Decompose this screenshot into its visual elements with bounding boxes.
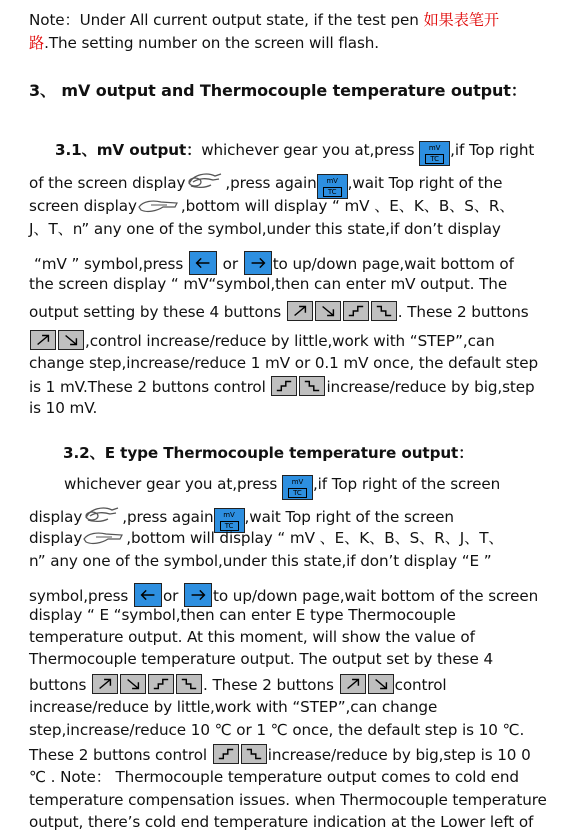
s32-line-2: display ,press again $\frac{mV}{TC}$ ,wait Top right of the screen: [29, 504, 454, 533]
step-down-big-button-icon: [299, 376, 325, 396]
step-down-big-button-icon: [371, 301, 397, 321]
hand-pointer-icon: [82, 504, 122, 531]
s31-line-1: 3.1、mV output：whichever gear you at,press $\frac{mV}{TC}$ ,if Top right: [55, 140, 534, 166]
step-down-big-button-icon: [176, 674, 202, 694]
s32-line-6: display “ E “symbol,then can enter E type Thermocouple: [29, 606, 456, 624]
s31-line-10: is 1 mV.These 2 buttons control increase/reduce by big,step: [29, 378, 535, 396]
mv-tc-button-icon: $\frac{mV}{TC}$: [317, 174, 348, 199]
s32-line-14: temperature compensation issues. when Thermocouple temperature: [29, 791, 547, 809]
step-down-big-button-icon: [241, 744, 267, 764]
s31-line-3: screen display ,bottom will display “ mV 、E、K、B、S、R、: [29, 196, 514, 220]
note-line-1: [29, 10, 499, 30]
s31-line-5: “mV ” symbol,press or to up/down page,wait bottom of: [34, 251, 514, 275]
hand-pointer-icon: [185, 170, 225, 197]
step-down-small-button-icon: [120, 674, 146, 694]
step-up-small-button-icon: [340, 674, 366, 694]
s31-line-11: is 10 mV.: [29, 399, 98, 417]
s31-line-7: output setting by these 4 buttons . These 2 buttons: [29, 303, 529, 321]
s31-heading: 3.1、mV output：: [55, 141, 202, 159]
step-down-small-button-icon: [368, 674, 394, 694]
step-up-big-button-icon: [148, 674, 174, 694]
s32-line-11: step,increase/reduce 10 ℃ or 1 ℃ once, the default step is 10 ℃.: [29, 721, 525, 739]
s32-line-5: symbol,press or to up/down page,wait bottom of the screen: [29, 583, 538, 607]
s32-line-10: increase/reduce by little,work with “STEP”,can change: [29, 698, 438, 716]
note-text: Note：Under All current output state, if the test pen: [29, 11, 424, 29]
right-arrow-button-icon: [244, 251, 272, 275]
s31-line-8: ,control increase/reduce by little,work with “STEP”,can: [29, 330, 495, 351]
note-chinese-text: 如果表笔开: [423, 11, 499, 29]
step-up-small-button-icon: [30, 330, 56, 350]
right-arrow-button-icon: [184, 583, 212, 607]
s32-line-13: ℃ . Note： Thermocouple temperature output comes to cold end: [29, 768, 519, 786]
mv-tc-button-icon: $\frac{mV}{TC}$: [214, 508, 245, 533]
s32-line-15: output, there’s cold end temperature indication at the Lower left of: [29, 813, 534, 831]
step-up-small-button-icon: [92, 674, 118, 694]
s32-line-7: temperature output. At this moment, will show the value of: [29, 628, 475, 646]
left-arrow-button-icon: [134, 583, 162, 607]
left-arrow-button-icon: [189, 251, 217, 275]
s31-line-2: of the screen display ,press again $\frac{mV}{TC}$ ,wait Top right of the: [29, 170, 502, 199]
s32-line-4: n” any one of the symbol,under this state,if don’t display “E ”: [29, 552, 492, 570]
step-down-small-button-icon: [315, 301, 341, 321]
s32-line-1: whichever gear you at,press $\frac{mV}{TC}$ ,if Top right of the screen: [64, 474, 500, 500]
s32-line-3: display ,bottom will display “ mV 、E、K、B、S、R、J、T、: [29, 528, 504, 552]
step-down-small-button-icon: [58, 330, 84, 350]
mv-tc-button-icon: $\frac{mV}{TC}$: [282, 475, 313, 500]
s31-line-9: change step,increase/reduce 1 mV or 0.1 mV once, the default step: [29, 354, 539, 372]
s32-line-9: buttons . These 2 buttons control: [29, 676, 447, 694]
step-up-small-button-icon: [287, 301, 313, 321]
step-up-big-button-icon: [271, 376, 297, 396]
step-up-big-button-icon: [213, 744, 239, 764]
s32-line-12: These 2 buttons control increase/reduce by big,step is 10 0: [29, 746, 531, 764]
s32-heading: 3.2、E type Thermocouple temperature output：: [63, 444, 474, 462]
note-suffix: .The setting number on the screen will flash.: [44, 34, 380, 52]
step-up-big-button-icon: [343, 301, 369, 321]
section-3-heading: 3、 mV output and Thermocouple temperature output：: [29, 81, 527, 100]
s32-line-8: Thermocouple temperature output. The output set by these 4: [29, 650, 494, 668]
s31-line-6: the screen display “ mV“symbol,then can enter mV output. The: [29, 275, 508, 293]
note-line-2: [29, 33, 379, 53]
mv-tc-button-icon: $\frac{mV}{TC}$: [419, 141, 450, 166]
hand-pointer-icon: [82, 529, 126, 552]
hand-pointer-icon: [137, 197, 181, 220]
s31-line-4: J、T、n” any one of the symbol,under this state,if don’t display: [29, 220, 501, 238]
note-chinese-text-2: 路: [29, 34, 45, 52]
